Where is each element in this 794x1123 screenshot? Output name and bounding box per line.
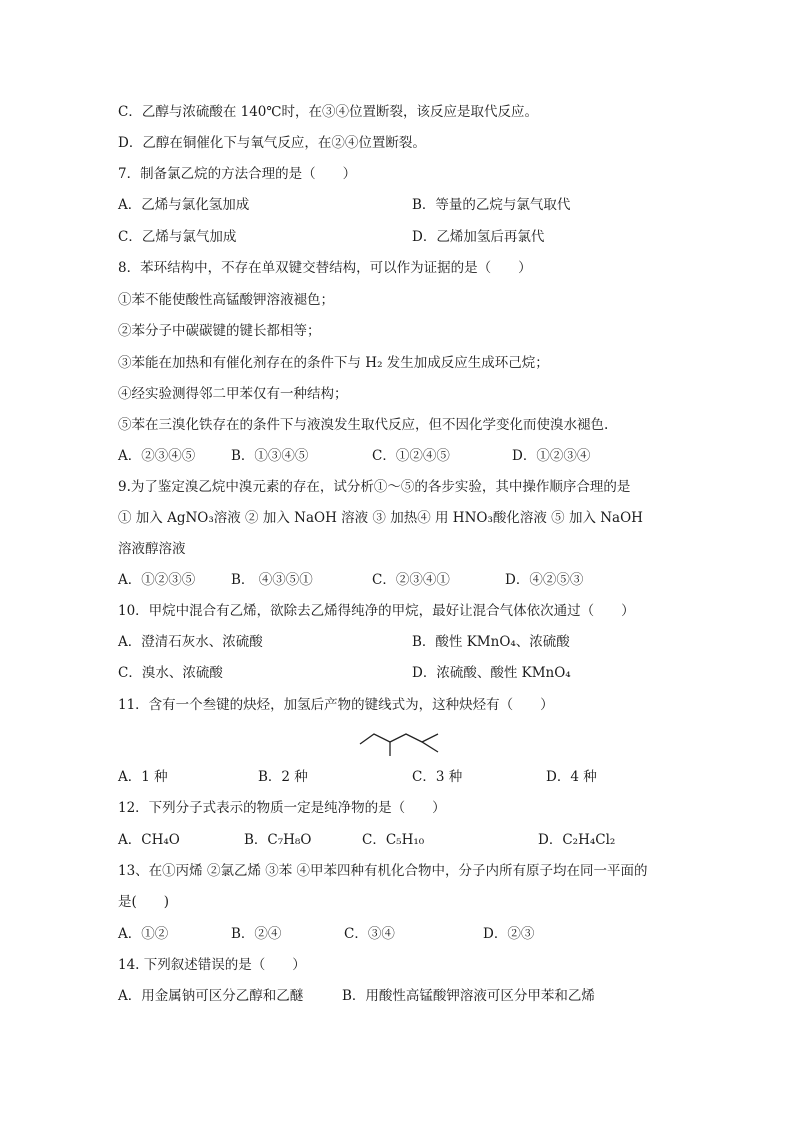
- question-14: 14. 下列叙述错误的是（ ）: [118, 957, 306, 973]
- option-b: B．②④: [231, 926, 282, 942]
- option-d: D．④②⑤③: [505, 572, 584, 588]
- option-a: A．澄清石灰水、浓硫酸: [118, 634, 263, 650]
- question-9-steps: ① 加入 AgNO₃溶液 ② 加入 NaOH 溶液 ③ 加热④ 用 HNO₃酸化溶液 ⑤ 加入 NaOH: [118, 510, 643, 526]
- option-a: A．用金属钠可区分乙醇和乙醚: [118, 988, 304, 1004]
- statement: ④经实验测得邻二甲苯仅有一种结构；: [118, 386, 348, 402]
- option-a: A．乙烯与氯化氢加成: [118, 197, 250, 213]
- statement: ①苯不能使酸性高锰酸钾溶液褪色；: [118, 292, 334, 308]
- option-c: C．溴水、浓硫酸: [118, 665, 223, 681]
- option-c: C．C₅H₁₀: [362, 832, 425, 848]
- option-c: C．③④: [344, 926, 395, 942]
- option-c: C．②③④①: [372, 572, 450, 588]
- text-line: D．乙醇在铜催化下与氧气反应，在②④位置断裂。: [118, 135, 426, 151]
- option-a: A．①②: [118, 926, 169, 942]
- question-13: 13、在①丙烯 ②氯乙烯 ③苯 ④甲苯四种有机化合物中，分子内所有原子均在同一平面的: [118, 863, 648, 879]
- option-b: B．用酸性高锰酸钾溶液可区分甲苯和乙烯: [342, 988, 595, 1004]
- question-12: 12．下列分子式表示的物质一定是纯净物的是（ ）: [118, 800, 446, 816]
- option-b: B． ④③⑤①: [231, 572, 313, 588]
- option-d: D．4 种: [546, 769, 597, 785]
- question-13: 是( ): [118, 894, 170, 910]
- option-c: C．①②④⑤: [372, 448, 450, 464]
- skeletal-formula-icon: [358, 728, 440, 758]
- question-11: 11．含有一个叁键的炔烃，加氢后产物的键线式为，这种炔烃有（ ）: [118, 697, 554, 713]
- question-10: 10．甲烷中混合有乙烯，欲除去乙烯得纯净的甲烷，最好让混合气体依次通过（ ）: [118, 603, 635, 619]
- option-a: A．CH₄O: [118, 832, 180, 848]
- statement: ③苯能在加热和有催化剂存在的条件下与 H₂ 发生加成反应生成环己烷；: [118, 355, 549, 371]
- option-a: A．①②③⑤: [118, 572, 196, 588]
- question-9: 9.为了鉴定溴乙烷中溴元素的存在，试分析①～⑤的各步实验，其中操作顺序合理的是: [118, 479, 631, 495]
- option-c: C．乙烯与氯气加成: [118, 229, 237, 245]
- text-line: C．乙醇与浓硫酸在 140℃时，在③④位置断裂，该反应是取代反应。: [118, 104, 538, 120]
- statement: ②苯分子中碳碳键的键长都相等；: [118, 323, 321, 339]
- option-a: A．②③④⑤: [118, 448, 196, 464]
- option-d: D．浓硫酸、酸性 KMnO₄: [412, 665, 571, 681]
- option-d: D．①②③④: [512, 448, 591, 464]
- option-d: D．乙烯加氢后再氯代: [412, 229, 545, 245]
- option-d: D．②③: [483, 926, 535, 942]
- question-9-steps: 溶液醇溶液: [118, 541, 186, 557]
- question-7: 7．制备氯乙烷的方法合理的是（ ）: [118, 166, 357, 182]
- option-b: B．2 种: [258, 769, 308, 785]
- statement: ⑤苯在三溴化铁存在的条件下与液溴发生取代反应，但不因化学变化而使溴水褪色.: [118, 417, 609, 433]
- question-8: 8．苯环结构中，不存在单双键交替结构，可以作为证据的是（ ）: [118, 260, 532, 276]
- option-a: A．1 种: [118, 769, 168, 785]
- option-d: D．C₂H₄Cl₂: [538, 832, 616, 848]
- option-b: B．酸性 KMnO₄、浓硫酸: [412, 634, 570, 650]
- option-c: C．3 种: [412, 769, 463, 785]
- option-b: B．C₇H₈O: [244, 832, 312, 848]
- option-b: B．①③④⑤: [231, 448, 309, 464]
- option-b: B．等量的乙烷与氯气取代: [412, 197, 571, 213]
